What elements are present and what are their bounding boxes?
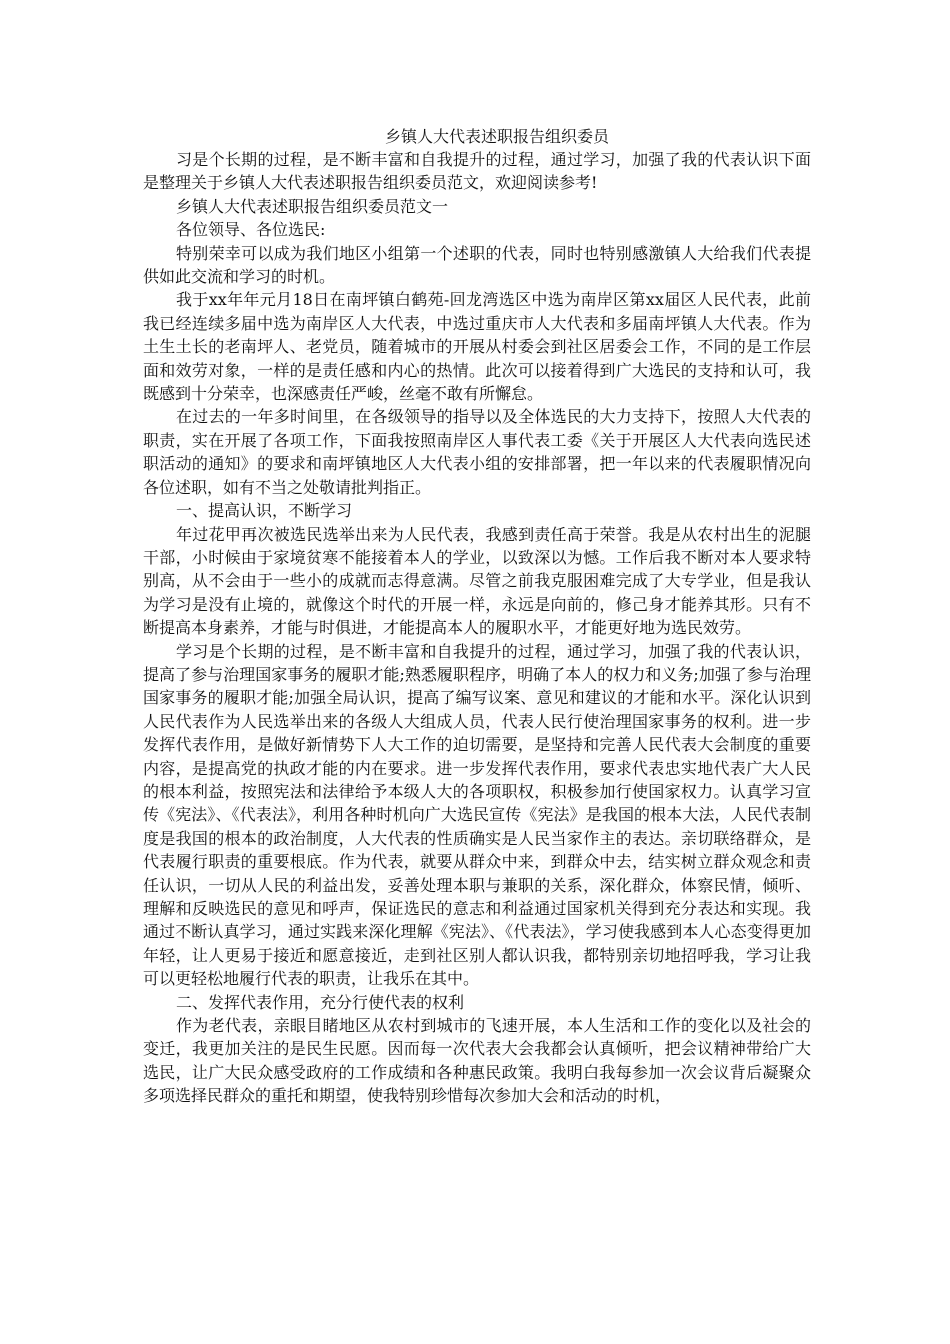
salutation: 各位领导、各位选民: <box>176 220 326 240</box>
paragraph: 我于xx年年元月18日在南坪镇白鹤苑-回龙湾选区中选为南岸区第xx届区人民代表，此前我已经连续多届中选为南岸区人大代表，中选过重庆市人大代表和多届南坪镇人大代表。作为土生土长的老南坪人、老党员，随着城市的开展从村委会到社区居委会工作，不同的是工作层面和效劳对象，一样的是责任感和内心的热情。此次可以接着得到广大选民的支持和认可，我既感到十分荣幸，也深感责任严峻，丝毫不敢有所懈怠。 <box>143 290 811 404</box>
paragraph: 年过花甲再次被选民选举出来为人民代表，我感到责任高于荣誉。我是从农村出生的泥腿干部，小时候由于家境贫寒不能接着本人的学业，以致深以为憾。工作后我不断对本人要求特别高，从不会由于一些小的成就而志得意满。尽管之前我克服困难完成了大专学业，但是我认为学习是没有止境的，就像这个时代的开展一样，永远是向前的，修己身才能养其形。只有不断提高本身素养，才能与时俱进，才能提高本人的履职水平，才能更好地为选民效劳。 <box>143 524 811 638</box>
paragraph: 作为老代表，亲眼目睹地区从农村到城市的飞速开展，本人生活和工作的变化以及社会的变迁，我更加关注的是民生民愿。因而每一次代表大会我都会认真倾听，把会议精神带给广大选民，让广大民众感受政府的工作成绩和各种惠民政策。我明白我每参加一次会议背后凝聚众多项选择民群众的重托和期望，使我特别珍惜每次参加大会和活动的时机， <box>143 1016 811 1106</box>
paragraph: 习是个长期的过程，是不断丰富和自我提升的过程，通过学习，加强了我的代表认识下面是整理关于乡镇人大代表述职报告组织委员范文，欢迎阅读参考! <box>143 150 811 193</box>
section-heading: 一、提高认识，不断学习 <box>176 501 353 521</box>
paragraph: 在过去的一年多时间里，在各级领导的指导以及全体选民的大力支持下，按照人大代表的职责，实在开展了各项工作，下面我按照南岸区人事代表工委《关于开展区人大代表向选民述职活动的通知》的要求和南坪镇地区人大代表小组的安排部署，把一年以来的代表履职情况向各位述职，如有不当之处敬请批判指正。 <box>143 407 811 497</box>
section-subtitle: 乡镇人大代表述职报告组织委员范文一 <box>176 196 449 216</box>
section-heading: 二、发挥代表作用，充分行使代表的权利 <box>176 992 465 1012</box>
document-title: 乡镇人大代表述职报告组织委员 <box>384 127 609 146</box>
paragraph: 学习是个长期的过程，是不断丰富和自我提升的过程，通过学习，加强了我的代表认识，提高了参与治理国家事务的履职才能;熟悉履职程序，明确了本人的权力和义务;加强了参与治理国家事务的履职才能;加强全局认识，提高了编写议案、意见和建议的才能和水平。深化认识到人民代表作为人民选举出来的各级人大组成人员，代表人民行使治理国家事务的权利。进一步发挥代表作用，是做好新情势下人大工作的迫切需要，是坚持和完善人民代表大会制度的重要内容，是提高党的执政才能的内在要求。进一步发挥代表作用，要求代表忠实地代表广大人民的根本利益，按照宪法和法律给予本级人大的各项职权，积极参加行使国家权力。认真学习宣传《宪法》、《代表法》，利用各种时机向广大选民宣传《宪法》是我国的根本大法，人民代表制度是我国的根本的政治制度，人大代表的性质确实是人民当家作主的表达。亲切联络群众，是代表履行职责的重要根底。作为代表，就要从群众中来，到群众中去，结实树立群众观念和责任认识，一切从人民的利益出发，妥善处理本职与兼职的关系，深化群众，体察民情，倾听、理解和反映选民的意见和呼声，保证选民的意志和利益通过国家机关得到充分表达和实现。我通过不断认真学习，通过实践来深化理解《宪法》、《代表法》，学习使我感到本人心态变得更加年轻，让人更易于接近和愿意接近，走到社区别人都认识我，都特别亲切地招呼我，学习让我可以更轻松地履行代表的职责，让我乐在其中。 <box>143 641 811 989</box>
document-page <box>143 126 811 1108</box>
paragraph: 特别荣幸可以成为我们地区小组第一个述职的代表，同时也特别感激镇人大给我们代表提供如此交流和学习的时机。 <box>143 243 811 287</box>
